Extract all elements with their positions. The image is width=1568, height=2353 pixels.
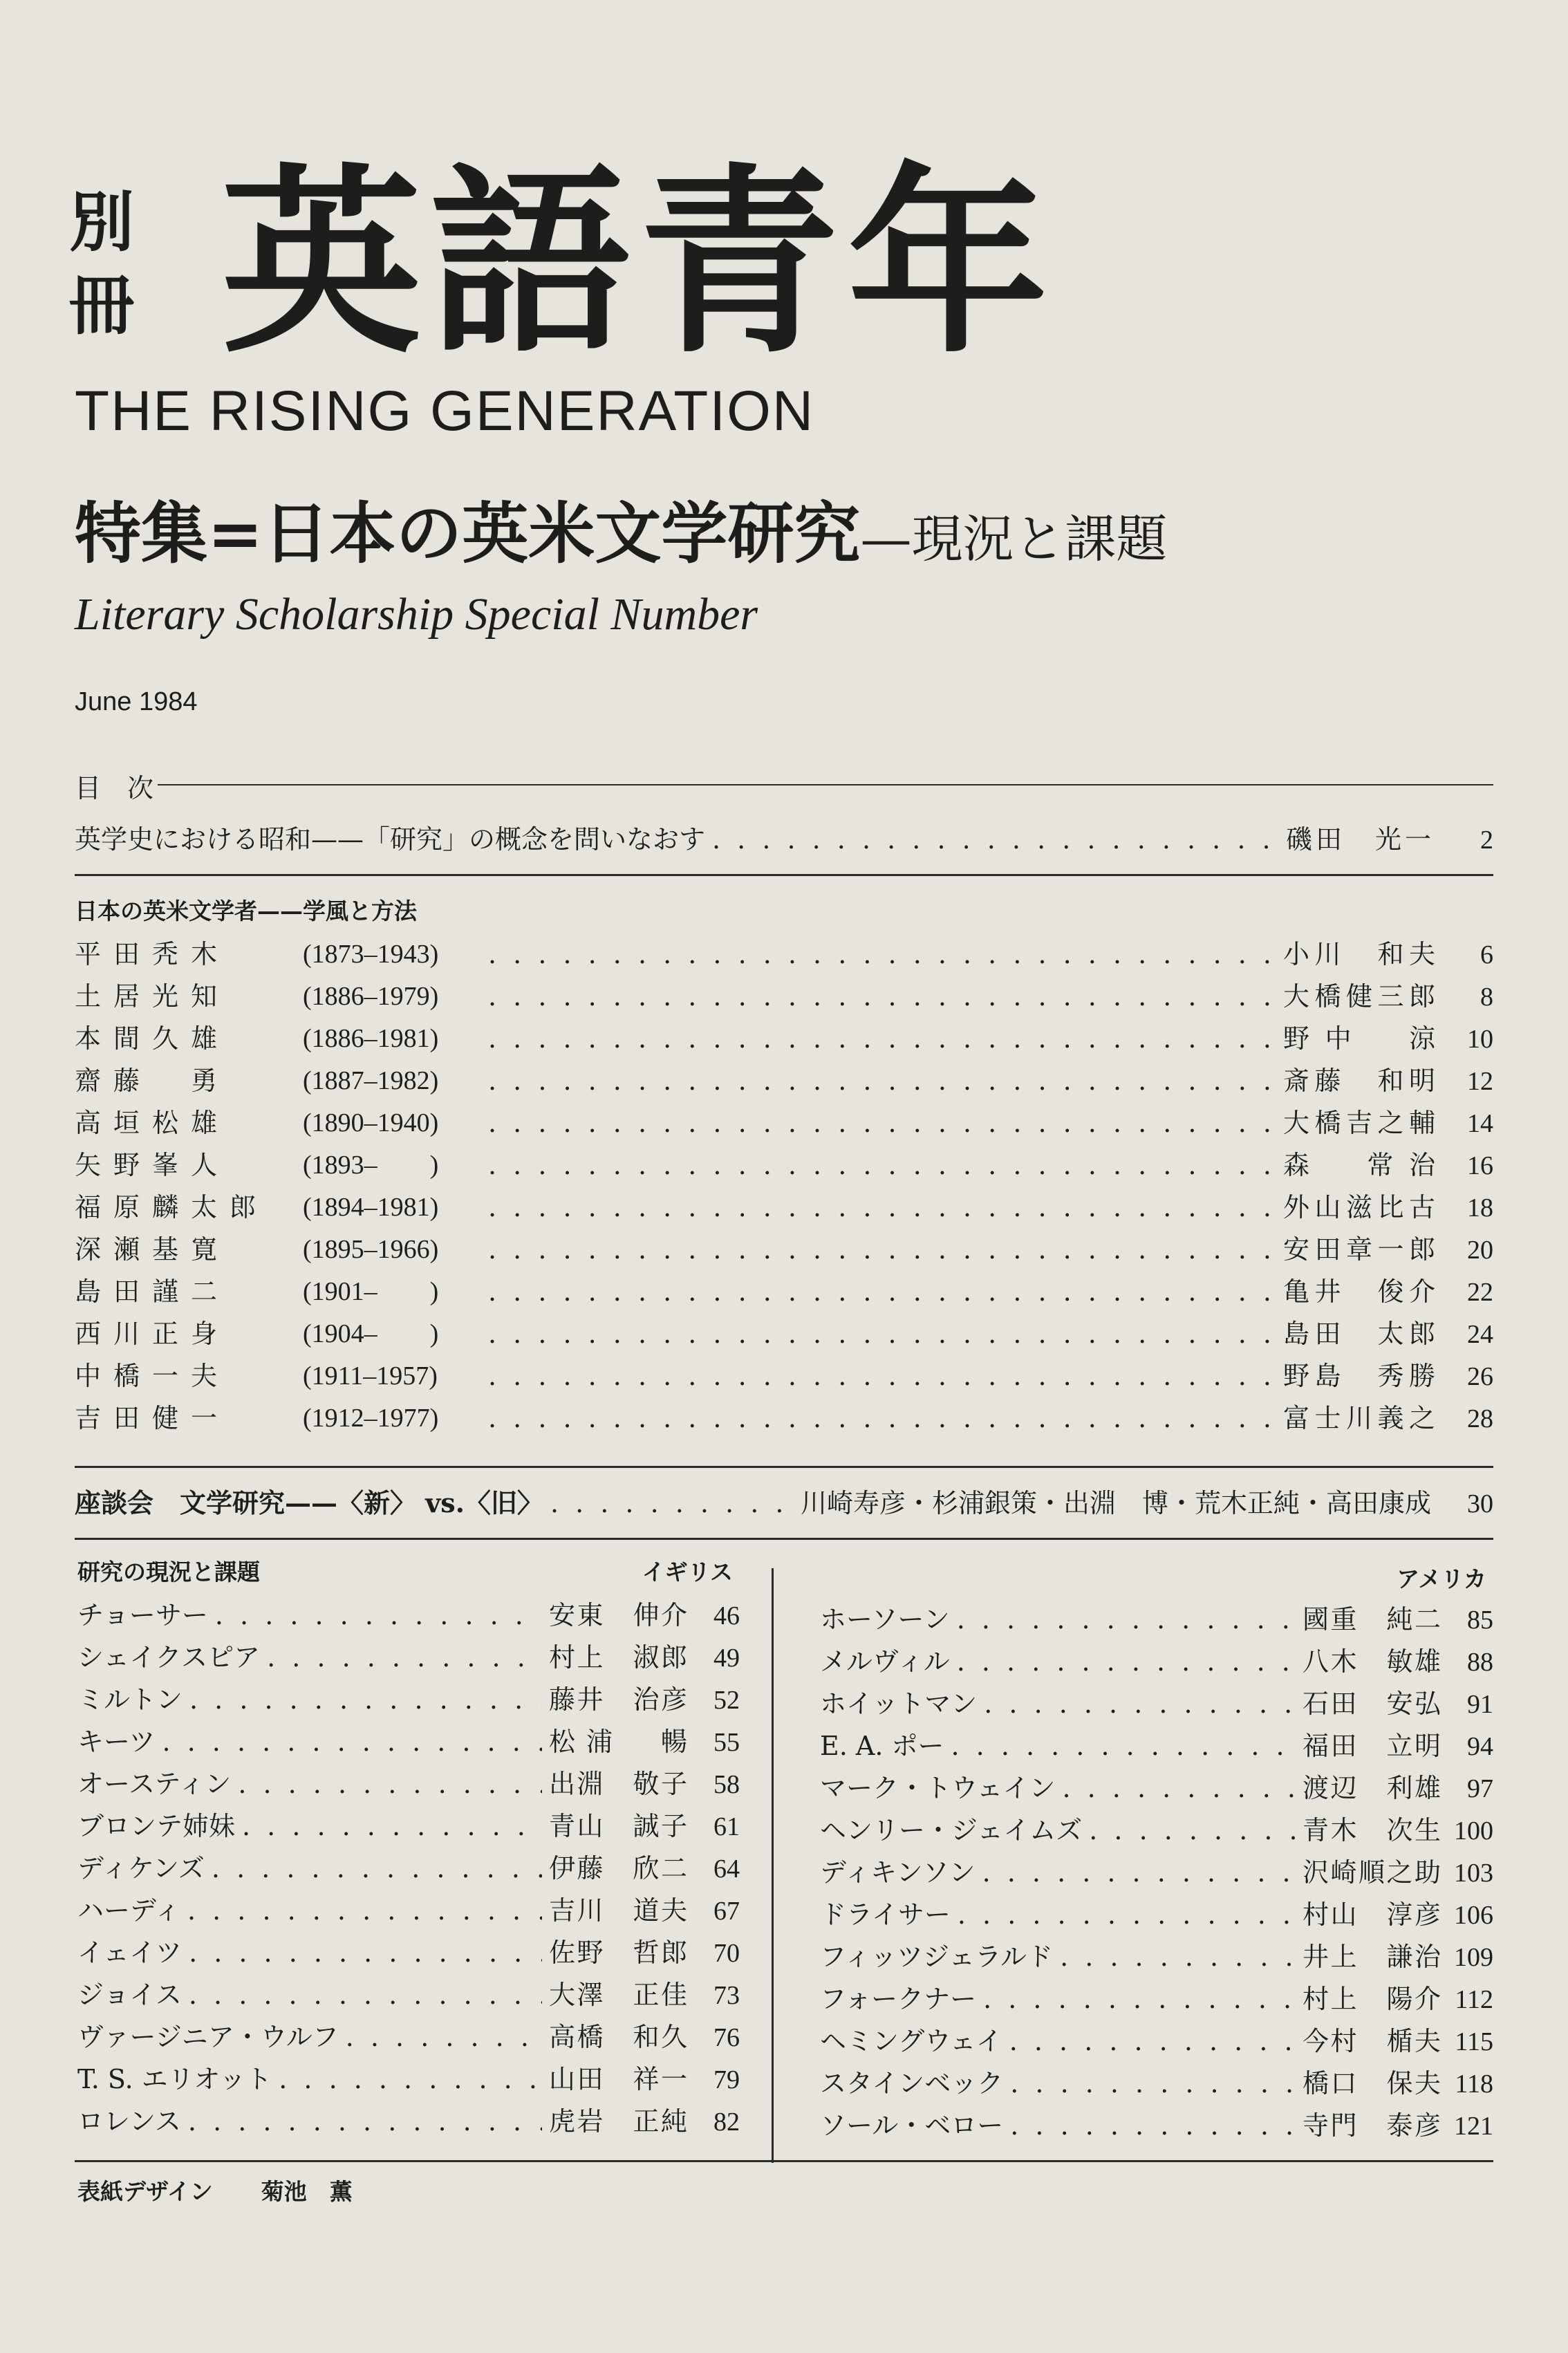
leader-dots (983, 1980, 1296, 2018)
leader-dots (1010, 2064, 1296, 2103)
scholar-entry[interactable] (75, 1230, 1493, 1269)
entry-author: 石田 安弘 (1303, 1689, 1441, 1719)
scholar-entry[interactable] (75, 1272, 1493, 1312)
masthead-title: 英語青年 (221, 145, 1056, 380)
research-topic: フォークナー (820, 1984, 977, 2014)
entry-page: 106 (1454, 1901, 1493, 1930)
entry-author: 安田章一郎 (1283, 1234, 1435, 1265)
scholar-name-group (75, 1399, 483, 1438)
leader-dots (982, 1853, 1296, 1892)
entry-page: 16 (1467, 1151, 1493, 1180)
research-entry[interactable] (820, 1727, 1493, 1766)
leader-dots (242, 1807, 542, 1845)
research-entry[interactable] (77, 1765, 740, 1804)
bessatsu-char-2: 冊 (69, 268, 135, 344)
entry-author: 大橋健三郎 (1283, 981, 1435, 1012)
entry-author: 沢崎順之助 (1303, 1857, 1441, 1888)
entry-author: 安東 伸介 (549, 1600, 687, 1630)
research-topic: ミルトン (77, 1684, 183, 1715)
leader-dots (550, 1484, 794, 1523)
research-topic: マーク・トウェイン (820, 1773, 1056, 1803)
symposium-participants: 川崎寿彦・杉浦銀策・出淵 博・荒木正純・高田康成 (800, 1488, 1431, 1518)
scholar-entry[interactable] (75, 1188, 1493, 1227)
entry-author: 國重 純二 (1303, 1604, 1441, 1635)
leader-dots (488, 1061, 1276, 1100)
feature-main: 特集=日本の英米文学研究 (75, 494, 861, 573)
entry-author: 山田 祥一 (549, 2064, 687, 2094)
scholar-years: (1887–1982) (303, 1066, 439, 1095)
scholar-entry[interactable] (75, 1399, 1493, 1438)
entry-page: 121 (1454, 2112, 1493, 2141)
leader-dots (1089, 1811, 1296, 1850)
research-entry[interactable] (77, 2018, 740, 2057)
entry-page: 82 (713, 2108, 740, 2137)
scholar-name-group (75, 1104, 483, 1142)
scholar-years: (1901– ) (303, 1277, 439, 1306)
entry-author: 井上 謙治 (1303, 1942, 1441, 1972)
scholar-name: 福原麟太郎 (75, 1192, 269, 1222)
entry-page: 52 (713, 1686, 740, 1715)
leader-dots (188, 2102, 542, 2141)
research-entry[interactable] (77, 1933, 740, 1973)
scholar-years: (1894–1981) (303, 1193, 439, 1222)
entry-page: 94 (1467, 1732, 1493, 1761)
research-topic: ヴァージニア・ウルフ (77, 2022, 339, 2052)
scholar-name: 土居光知 (75, 981, 230, 1012)
scholar-years: (1911–1957) (303, 1361, 438, 1391)
entry-author: 村上 淑郎 (549, 1642, 687, 1673)
entry-page: 10 (1467, 1025, 1493, 1054)
leader-dots (488, 1019, 1276, 1058)
research-entry[interactable] (820, 1769, 1493, 1808)
leader-dots (215, 1596, 542, 1635)
entry-page: 24 (1467, 1320, 1493, 1349)
entry-author: 今村 楯夫 (1303, 2026, 1441, 2056)
entry-page: 20 (1467, 1236, 1493, 1265)
leader-dots (957, 1642, 1296, 1681)
entry-page: 97 (1467, 1774, 1493, 1803)
scholar-name: 平田秃木 (75, 939, 230, 969)
research-entry[interactable] (77, 2102, 740, 2141)
scholar-years: (1886–1981) (303, 1024, 439, 1053)
scholar-entry[interactable] (75, 1357, 1493, 1396)
research-entry[interactable] (77, 1849, 740, 1888)
research-topic: シェイクスピア (77, 1642, 261, 1673)
scholar-entry[interactable] (75, 935, 1493, 974)
research-topic: ジョイス (77, 1980, 182, 2010)
research-topic: ハーディ (77, 1895, 180, 1926)
entry-page: 91 (1467, 1690, 1493, 1719)
leader-dots (488, 1272, 1276, 1311)
research-topic: メルヴィル (820, 1646, 950, 1677)
research-entry[interactable] (77, 1975, 740, 2015)
research-topic: ホーソーン (820, 1604, 950, 1635)
leader-dots (488, 1104, 1276, 1142)
entry-page: 8 (1480, 983, 1493, 1012)
entry-title: 英学史における昭和——「研究」の概念を問いなおす (75, 824, 706, 855)
entry-author: 富士川義之 (1283, 1403, 1435, 1433)
english-title: THE RISING GENERATION (75, 380, 815, 443)
entry-page: 6 (1480, 940, 1493, 969)
feature-subtitle: —現況と課題 (860, 510, 1168, 569)
entry-author: 青山 誠子 (549, 1811, 687, 1841)
scholar-entry[interactable] (75, 1019, 1493, 1059)
research-entry[interactable] (820, 1980, 1493, 2019)
symposium-entry[interactable] (75, 1484, 1493, 1523)
research-topic: ホイットマン (820, 1689, 978, 1719)
entry-author: 寺門 泰彦 (1303, 2110, 1441, 2141)
entry-page: 100 (1454, 1816, 1493, 1845)
scholar-name-group (75, 977, 483, 1016)
leader-dots (187, 1891, 542, 1930)
entry-page: 73 (713, 1981, 740, 2010)
leader-dots (212, 1849, 542, 1888)
research-topic: ソール・ベロー (820, 2110, 1004, 2141)
research-topic: チョーサー (77, 1600, 208, 1630)
research-topic: T. S. エリオット (77, 2064, 272, 2094)
leader-dots (1010, 2106, 1296, 2145)
feature-english-title: Literary Scholarship Special Number (75, 589, 758, 640)
toc-heading-rule (158, 784, 1493, 785)
research-entry[interactable] (77, 1596, 740, 1635)
entry-author: 福田 立明 (1303, 1731, 1441, 1761)
entry-author: 亀井 俊介 (1283, 1276, 1435, 1307)
entry-page: 70 (713, 1939, 740, 1968)
leader-dots (162, 1722, 542, 1761)
entry-author: 野中 涼 (1283, 1023, 1435, 1054)
leader-dots (984, 1684, 1296, 1723)
leader-dots (189, 1933, 542, 1972)
scholar-years: (1895–1966) (303, 1235, 439, 1264)
america-label: アメリカ (1397, 1565, 1486, 1592)
entry-author: 虎岩 正純 (549, 2106, 687, 2137)
section-rule (75, 1538, 1493, 1540)
entry-page: 76 (713, 2023, 740, 2052)
entry-author: 村上 陽介 (1303, 1984, 1441, 2014)
entry-author: 伊藤 欣二 (549, 1853, 687, 1884)
research-heading: 研究の現況と課題 (77, 1559, 260, 1585)
research-entry[interactable] (820, 2106, 1493, 2146)
leader-dots (1060, 1937, 1296, 1976)
leader-dots (488, 935, 1276, 974)
scholar-name: 西川正身 (75, 1319, 230, 1349)
entry-author: 野島 秀勝 (1283, 1361, 1435, 1391)
bottom-rule (75, 2160, 1493, 2162)
entry-page: 79 (713, 2065, 740, 2094)
entry-author: 吉川 道夫 (549, 1895, 687, 1926)
section-rule (75, 1466, 1493, 1468)
research-topic: E. A. ポー (820, 1731, 944, 1761)
scholar-name-group (75, 1061, 483, 1100)
scholar-name: 高垣松雄 (75, 1108, 230, 1138)
symposium-page: 30 (1467, 1489, 1493, 1518)
research-entry[interactable] (820, 2022, 1493, 2061)
research-topic: ブロンテ姉妹 (77, 1811, 236, 1841)
entry-author: 佐野 哲郎 (549, 1937, 687, 1968)
entry-author: 松浦 暢 (549, 1727, 687, 1757)
entry-page: 12 (1467, 1067, 1493, 1096)
entry-page: 85 (1467, 1606, 1493, 1635)
toc-lead-entry[interactable] (75, 820, 1493, 859)
entry-page: 118 (1455, 2070, 1493, 2099)
leader-dots (488, 1188, 1276, 1227)
entry-author: 藤井 治彦 (549, 1684, 687, 1715)
entry-author: 斎藤 和明 (1283, 1066, 1435, 1096)
research-entry[interactable] (77, 1680, 740, 1720)
entry-page: 64 (713, 1854, 740, 1884)
entry-page: 18 (1467, 1193, 1493, 1222)
entry-author: 小川 和夫 (1283, 939, 1435, 969)
scholar-name: 深瀬基寛 (75, 1234, 230, 1265)
entry-page: 14 (1467, 1109, 1493, 1138)
research-topic: フィッツジェラルド (820, 1942, 1054, 1972)
research-entry[interactable] (77, 1638, 740, 1677)
entry-page: 46 (713, 1601, 740, 1630)
research-entry[interactable] (820, 1642, 1493, 1682)
leader-dots (712, 820, 1279, 859)
entry-page: 88 (1467, 1648, 1493, 1677)
scholar-name-group (75, 1188, 483, 1227)
column-divider (772, 1568, 774, 2163)
entry-author: 渡辺 利雄 (1303, 1773, 1441, 1803)
entry-author: 出淵 敬子 (549, 1769, 687, 1799)
scholar-entry[interactable] (75, 1146, 1493, 1185)
research-entry[interactable] (820, 1600, 1493, 1639)
scholar-name: 吉田健一 (75, 1403, 230, 1433)
research-topic: ディキンソン (820, 1857, 976, 1888)
entry-page: 28 (1467, 1404, 1493, 1433)
leader-dots (488, 1230, 1276, 1269)
entry-author: 高橋 和久 (549, 2022, 687, 2052)
entry-author: 八木 敏雄 (1303, 1646, 1441, 1677)
leader-dots (346, 2018, 542, 2056)
issue-date: June 1984 (75, 687, 198, 716)
entry-page: 58 (713, 1770, 740, 1799)
research-topic: ドライサー (820, 1899, 951, 1930)
entry-page: 103 (1454, 1859, 1493, 1888)
entry-author: 森 常治 (1283, 1150, 1435, 1180)
leader-dots (958, 1895, 1296, 1934)
research-entry[interactable] (820, 2064, 1493, 2103)
scholar-name: 矢野峯人 (75, 1150, 230, 1180)
scholar-name: 中橋一夫 (75, 1361, 230, 1391)
scholar-years: (1912–1977) (303, 1404, 439, 1433)
scholar-years: (1890–1940) (303, 1108, 439, 1137)
leader-dots (488, 977, 1276, 1016)
leader-dots (488, 1399, 1276, 1438)
scholar-name-group (75, 1019, 483, 1058)
research-entry[interactable] (820, 1937, 1493, 1977)
scholar-name: 本間久雄 (75, 1023, 230, 1054)
scholar-entry[interactable] (75, 1061, 1493, 1101)
symposium-label: 座談会 文学研究——〈新〉 vs.〈旧〉 (75, 1487, 543, 1518)
scholar-entry[interactable] (75, 1314, 1493, 1354)
research-topic: ディケンズ (77, 1853, 205, 1884)
leader-dots (267, 1638, 542, 1677)
scholar-name-group (75, 1230, 483, 1269)
research-entry[interactable] (77, 1807, 740, 1846)
entry-page: 26 (1467, 1362, 1493, 1391)
research-topic: オースティン (77, 1769, 232, 1799)
designer-name: 菊池 薫 (261, 2178, 353, 2205)
scholar-name-group (75, 1146, 483, 1184)
research-topic: ヘミングウェイ (820, 2026, 1002, 2056)
scholar-years: (1893– ) (303, 1151, 439, 1180)
scholar-entry[interactable] (75, 977, 1493, 1016)
leader-dots (1009, 2022, 1296, 2061)
research-entry[interactable] (820, 1811, 1493, 1850)
entry-author: 青木 次生 (1303, 1815, 1441, 1845)
scholars-heading: 日本の英米文学者——学風と方法 (75, 898, 417, 924)
entry-page: 55 (713, 1728, 740, 1757)
scholar-name-group (75, 1272, 483, 1311)
research-topic: イェイツ (77, 1937, 183, 1968)
research-entry[interactable] (820, 1684, 1493, 1724)
britain-label: イギリス (642, 1559, 733, 1585)
bessatsu-char-1: 別 (69, 185, 135, 261)
bessatsu-label (69, 181, 145, 347)
entry-page: 2 (1480, 826, 1493, 855)
scholar-years: (1904– ) (303, 1319, 439, 1348)
scholar-name: 齋藤 勇 (75, 1066, 230, 1096)
entry-author: 磯田 光一 (1286, 824, 1431, 855)
section-rule (75, 874, 1493, 876)
entry-author: 島田 太郎 (1283, 1319, 1435, 1349)
entry-page: 109 (1454, 1943, 1493, 1972)
leader-dots (189, 1975, 542, 2014)
footer-credit (77, 2177, 353, 2207)
entry-author: 外山滋比古 (1283, 1192, 1435, 1222)
leader-dots (279, 2060, 542, 2099)
scholar-name-group (75, 1357, 483, 1395)
research-entry[interactable] (77, 2060, 740, 2099)
research-topic: スタインベック (820, 2068, 1004, 2099)
leader-dots (488, 1357, 1276, 1395)
research-entry[interactable] (820, 1895, 1493, 1935)
entry-page: 115 (1455, 2027, 1493, 2056)
toc-heading: 目 次 (75, 773, 154, 803)
research-entry[interactable] (820, 1853, 1493, 1892)
research-topic: キーツ (77, 1727, 156, 1757)
entry-author: 大橋吉之輔 (1283, 1108, 1435, 1138)
research-entry[interactable] (77, 1722, 740, 1762)
scholar-years: (1886–1979) (303, 982, 439, 1011)
entry-page: 112 (1455, 1985, 1493, 2014)
entry-page: 22 (1467, 1278, 1493, 1307)
design-label: 表紙デザイン (77, 2178, 213, 2205)
research-topic: ヘンリー・ジェイムズ (820, 1815, 1083, 1845)
scholar-name-group (75, 935, 483, 974)
entry-page: 67 (713, 1897, 740, 1926)
entry-author: 橋口 保夫 (1303, 2068, 1441, 2099)
leader-dots (951, 1727, 1296, 1765)
scholar-entry[interactable] (75, 1104, 1493, 1143)
scholar-years: (1873–1943) (303, 940, 439, 969)
leader-dots (488, 1314, 1276, 1353)
entry-author: 大澤 正佳 (549, 1980, 687, 2010)
entry-page: 49 (713, 1644, 740, 1673)
scholar-name: 島田謹二 (75, 1276, 230, 1307)
entry-page: 61 (713, 1812, 740, 1841)
research-topic: ロレンス (77, 2106, 181, 2137)
feature-title (75, 492, 1167, 581)
research-entry[interactable] (77, 1891, 740, 1931)
leader-dots (1062, 1769, 1296, 1807)
leader-dots (488, 1146, 1276, 1184)
entry-author: 村山 淳彦 (1303, 1899, 1441, 1930)
leader-dots (189, 1680, 542, 1719)
scholar-name-group (75, 1314, 483, 1353)
leader-dots (238, 1765, 542, 1803)
leader-dots (957, 1600, 1296, 1639)
